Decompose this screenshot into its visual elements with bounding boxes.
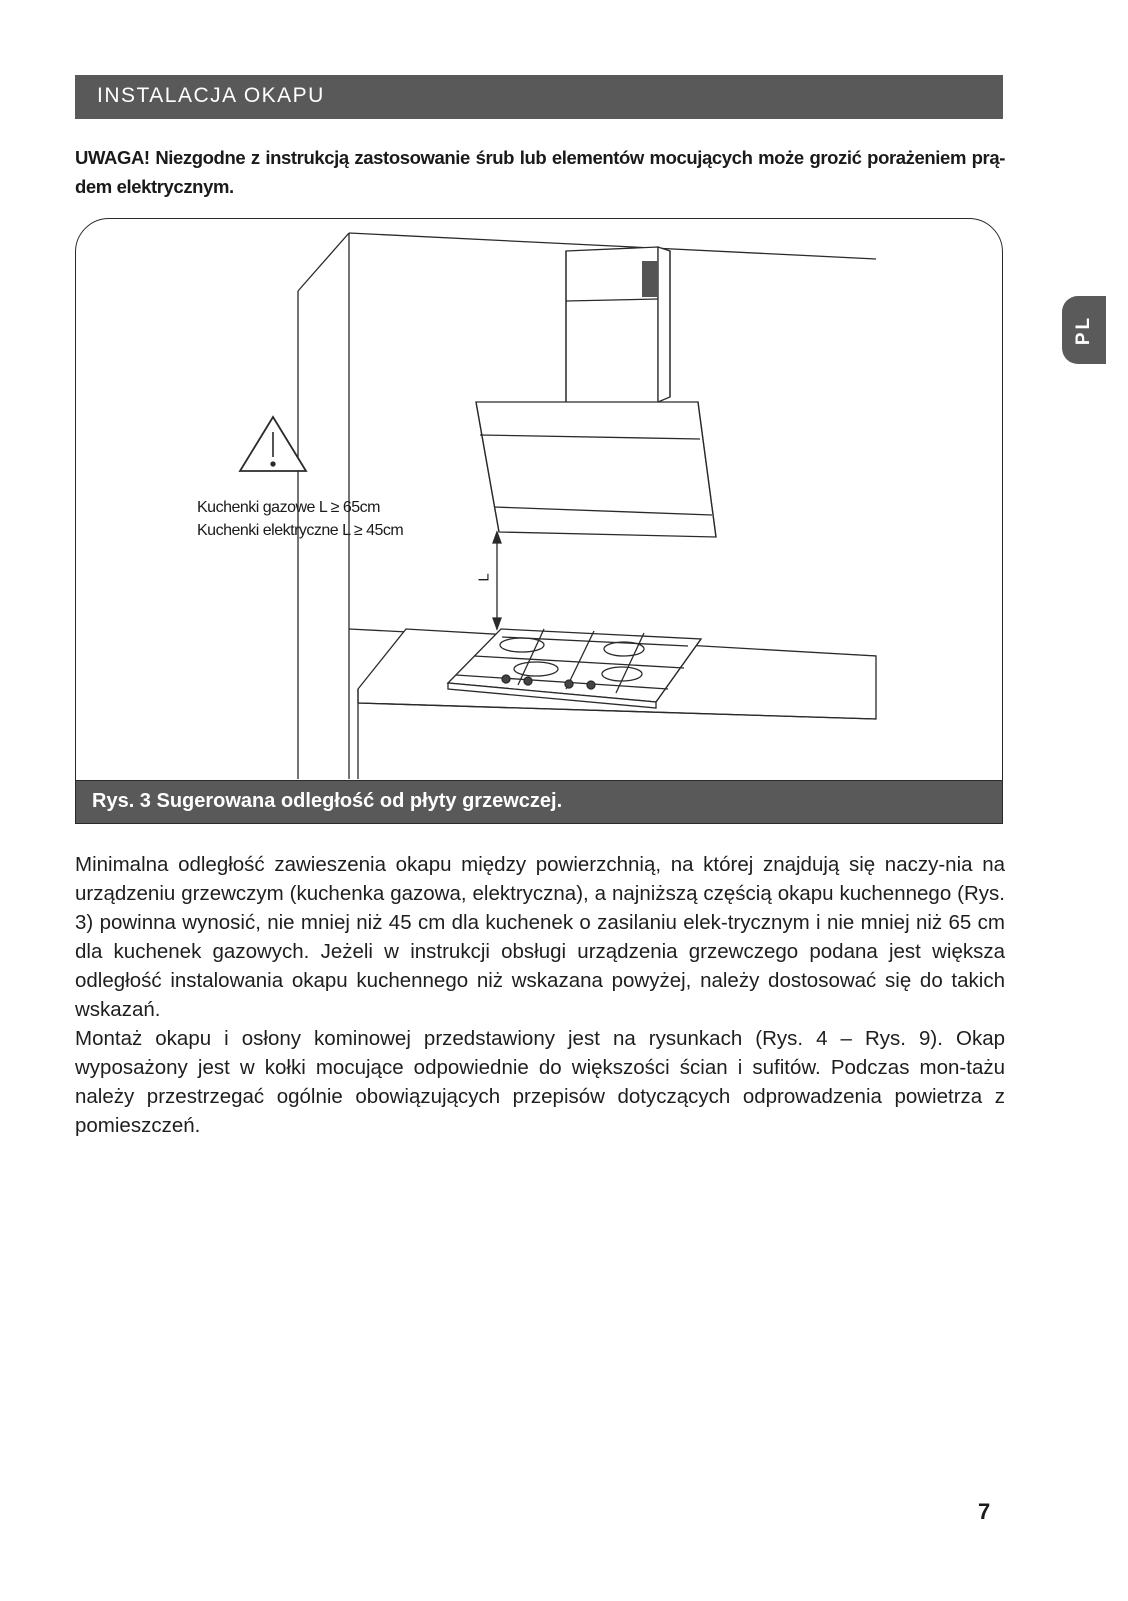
section-header [75, 75, 1003, 119]
figure-caption-bar [76, 780, 1002, 823]
page-number: 7 [978, 1499, 991, 1524]
language-tab [1062, 296, 1106, 364]
label-gas-stoves: Kuchenki gazowe L ≥ 65cm [197, 499, 380, 516]
label-electric-stoves: Kuchenki elektryczne L ≥ 45cm [197, 522, 404, 539]
paragraph-1: Minimalna odległość zawieszenia okapu między powierzchnią, na której znajdują się naczy-nia na urządzeniu grzewczym (kuchenka gazowa, elektryczna), a najniższą częścią okapu kuchennego (Rys. 3) powinna wynosić, nie mniej niż 45 cm dla kuchenek o zasilaniu elek-trycznym i nie mniej niż 65 cm dla kuchenek gazowych. Jeżeli w instrukcji obsługi urządzenia grzewczego podana jest większa odległość instalowania okapu kuchennego niż wskazana powyżej, należy dostosować się do takich wskazań. [75, 853, 1005, 1021]
figure-3 [75, 218, 1003, 824]
paragraph-2: Montaż okapu i osłony kominowej przedstawiony jest na rysunkach (Rys. 4 – Rys. 9). Okap wyposażony jest w kołki mocujące odpowiednie do większości ścian i sufitów. Podczas mon-tażu należy przestrzegać ogólnie obowiązujących przepisów dotyczących odprowadzenia powietrza z pomieszczeń. [75, 1027, 1005, 1137]
warning-text: UWAGA! Niezgodne z instrukcją zastosowanie śrub lub elementów mocujących może grozić porażeniem prą-dem elektrycznym. [75, 147, 1005, 197]
figure-caption: Rys. 3 Sugerowana odległość od płyty grzewczej. [92, 790, 563, 812]
body-text [75, 850, 1005, 1140]
dimension-label-l: L [475, 573, 493, 582]
section-title: INSTALACJA OKAPU [97, 84, 325, 107]
language-label: PL [1073, 314, 1094, 346]
